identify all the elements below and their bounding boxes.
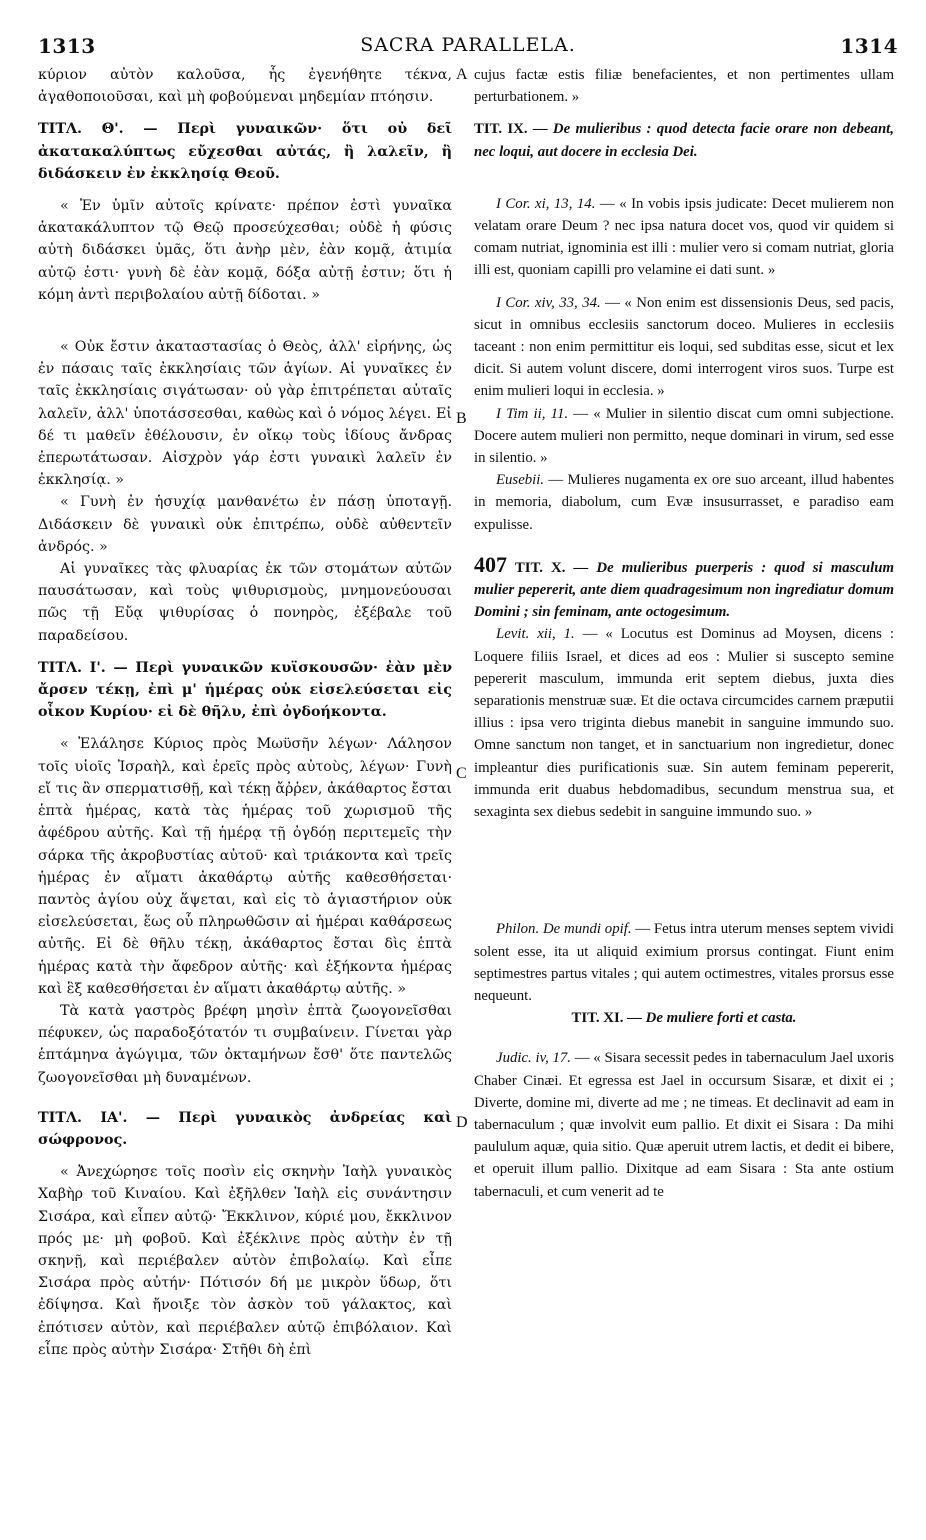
- title-text: — De muliere forti et casta.: [627, 1010, 797, 1027]
- citation: I Cor. xi, 13, 14.: [496, 195, 596, 212]
- greek-paragraph: Αἱ γυναῖκες τὰς φλυαρίας ἐκ τῶν στομάτων αὐτῶν παυσάτωσαν, καὶ τοὺς ψιθυρισμοὺς, μνημονεύουσαι πῶς τῇ Εὔᾳ ψιθυρίσας ὁ πονηρὸς, ἐξέβαλε τοῦ παραδείσου.: [38, 561, 452, 644]
- latin-paragraph: cujus factæ estis filiæ benefacientes, et non pertimentes ullam perturbationem. »: [474, 67, 894, 106]
- citation: Levit. xii, 1.: [496, 626, 575, 643]
- citation: Eusebii.: [496, 472, 545, 489]
- latin-paragraph: [474, 1047, 894, 1202]
- quote-text: — « Sisara secessit pedes in tabernaculum Jael uxoris Chaber Cinæi. Et egressa est Jael in occursum Sisaræ, et dixit ei ; Diverte, domine mi, diverte ad me ; ne timeas. Et declinavit ad eam in tabernaculum ; quæ involvit eum pallio. Et dixit ei Sisara : Da mihi paululum aquæ, quia sitio. Quæ aperuit utrem lactis, et dedit ei bibere, et operuit illum pallio. Dixitque ad eam Sisara : Sta ante ostium tabernaculi, et cum venerit ad te: [474, 1050, 894, 1200]
- quote-text: — « Mulier in silentio discat cum omni subjectione. Docere autem mulieri non permitto, neque dominari in virum, sed esse in silentio. »: [474, 405, 894, 467]
- page-number-right: 1314: [840, 34, 898, 58]
- latin-paragraph: [474, 623, 894, 823]
- greek-paragraph: « Οὐκ ἔστιν ἀκαταστασίας ὁ Θεὸς, ἀλλ' εἰρήνης, ὡς ἐν πάσαις ταῖς ἐκκλησίαις τῶν ἁγίων. Αἱ γυναῖκες ἐν ταῖς ἐκκλησίαις σιγάτωσαν· οὐ γὰρ ἐπιτρέπεται αὐταῖς λαλεῖν, ἀλλ' ὑποτάσσεσθαι, καθὼς καὶ ὁ νόμος λέγει. Εἰ δέ τι μαθεῖν ἐθέλουσιν, ἐν οἴκῳ τοὺς ἰδίους ἄνδρας ἐπερωτάτωσαν. Αἰσχρὸν γάρ ἐστι γυναικὶ λαλεῖν ἐν ἐκκλησίᾳ. »: [38, 339, 452, 489]
- margin-marker-b: B: [456, 410, 467, 427]
- greek-paragraph: « Ἐλάλησε Κύριος πρὸς Μωϋσῆν λέγων· Λάλησον τοῖς υἱοῖς Ἰσραὴλ, καὶ ἐρεῖς πρὸς αὐτοὺς, λέγων· Γυνὴ εἴ τις ἂν σπερματισθῇ, καὶ τέκῃ ἄῤῥεν, ἀκάθαρτος ἔσται ἑπτὰ ἡμέρας, κατὰ τὰς ἡμέρας τοῦ χωρισμοῦ τῆς ἀφέδρου αὐτῆς. Καὶ τῇ ἡμέρᾳ τῇ ὀγδόῃ περιτεμεῖς τὴν σάρκα τῆς ἀκροβυστίας αὐτοῦ· καὶ τριάκοντα καὶ τρεῖς ἡμέρας ἐν αἵματι ἀκαθάρτῳ αὐτῆς καθεσθήσεται· παντὸς ἁγίου οὐχ ἅψεται, καὶ εἰς τὸ ἁγιαστήριον οὐκ εἰσελεύσεται, ἕως οὗ πληρωθῶσιν αἱ ἡμέραι καθάρσεως αὐτῆς. Εἰ δὲ θῆλυ τέκῃ, ἀκάθαρτος ἔσται δὶς ἑπτὰ ἡμέρας κατὰ τὴν ἄφεδρον αὐτῆς· καὶ ἑξήκοντα ἡμέρας καὶ ἓξ καθεσθήσεται ἐν αἵματι ἀκαθάρτῳ αὐτῆς. »: [38, 736, 452, 997]
- margin-marker-c: C: [456, 765, 467, 782]
- latin-paragraph: [474, 193, 894, 282]
- latin-title-9: [474, 118, 894, 162]
- title-text: — De mulieribus : quod detecta facie orare non debeant, nec loqui, aut docere in ecclesia Dei.: [474, 121, 894, 160]
- latin-title-10: [474, 551, 895, 624]
- greek-title-11: ΤΙΤΛ. ΙΑ'. — Περὶ γυναικὸς ἀνδρείας καὶ σώφρονος.: [38, 1109, 452, 1148]
- citation: I Tim ii, 11.: [496, 405, 569, 422]
- greek-paragraph: « Ἐν ὑμῖν αὐτοῖς κρίνατε· πρέπον ἐστὶ γυναῖκα ἀκατακάλυπτον τῷ Θεῷ προσεύχεσθαι; οὐδὲ ἡ φύσις αὐτὴ διδάσκει ὑμᾶς, ὅτι ἀνὴρ μὲν, ἐὰν κομᾷ, ἀτιμία αὐτῷ ἐστι· γυνὴ δὲ ἐὰν κομᾷ, δόξα αὐτῇ ἐστιν; ὅτι ἡ κόμη ἀντὶ περιβολαίου αὐτῇ δίδοται. »: [38, 198, 452, 303]
- title-text: — De mulieribus puerperis : quod si masculum mulier pepererit, ante diem quadragesimum non ingrediatur domum Domini ; sin feminam, ante octogesimum.: [474, 559, 895, 621]
- margin-marker-d: D: [456, 1114, 468, 1131]
- citation: Judic. iv, 17.: [496, 1050, 572, 1067]
- page-header: [38, 34, 898, 64]
- title-label: TIT. XI.: [571, 1010, 624, 1027]
- margin-marker-a: A: [456, 66, 468, 83]
- title-label: TIT. X.: [514, 559, 566, 576]
- latin-paragraph: [474, 469, 894, 536]
- greek-paragraph: « Ἀνεχώρησε τοῖς ποσὶν εἰς σκηνὴν Ἰαὴλ γυναικὸς Χαβὴρ τοῦ Κιναίου. Καὶ ἐξῆλθεν Ἰαὴλ εἰς συνάντησιν Σισάρα, καὶ εἶπεν αὐτῷ· Ἔκκλινον, κύριέ μου, ἔκκλινον πρός με· μὴ φοβοῦ. Καὶ ἐξέκλινε πρὸς αὐτὴν ἐν τῇ σκηνῇ, καὶ περιέβαλεν αὐτὸν ἐπιβολαίῳ. Καὶ εἶπε Σισάρα πρὸς αὐτήν· Πότισόν δή με μικρὸν ὕδωρ, ὅτι ἐδίψησα. Καὶ ἤνοιξε τὸν ἀσκὸν τοῦ γάλακτος, καὶ ἐπότισεν αὐτὸν, καὶ περιέβαλεν αὐτῷ ἐπιβόλαιον. Καὶ εἶπε πρὸς αὐτὴν Σισάρα· Στῆθι δὴ ἐπὶ: [38, 1164, 452, 1358]
- greek-column: [38, 64, 452, 1361]
- greek-paragraph: Τὰ κατὰ γαστρὸς βρέφη μησὶν ἑπτὰ ζωογονεῖσθαι πέφυκεν, ὡς παραδοξότατόν τι συμβαίνειν. Γίνεται γὰρ ἑπτάμηνα ἀγώγιμα, τῶν ὀκταμήνων ἔσθ' ὅτε παντελῶς ζωογονεῖσθαι μὴ δυναμένων.: [38, 1002, 452, 1086]
- latin-paragraph: [474, 918, 894, 1007]
- quote-text: — « Non enim est dissensionis Deus, sed pacis, sicut in omnibus ecclesiis sanctorum doceo. Mulieres in ecclesiis taceant : non enim permittitur eis loqui, sed subditas esse, sicut et lex dicit. Si autem volunt discere, domi interrogent viros suos. Turpe est enim mulieri loqui in ecclesia. »: [474, 294, 894, 400]
- greek-paragraph: κύριον αὐτὸν καλοῦσα, ἧς ἐγενήθητε τέκνα, ἀγαθοποιοῦσαι, καὶ μὴ φοβούμεναι μηδεμίαν πτόησιν.: [38, 67, 452, 106]
- citation: Philon. De mundi opif.: [496, 921, 632, 938]
- citation: I Cor. xiv, 33, 34.: [496, 294, 601, 311]
- latin-column: [474, 64, 894, 1203]
- running-title: SACRA PARALLELA.: [360, 34, 576, 56]
- quote-text: — « Locutus est Dominus ad Moysen, dicens : Loquere filiis Israel, et dices ad eos : Mulier si suscepto semine pepererit masculum, immunda erit septem diebus, juxta dies separationis menstruæ suæ. Et die octava circumcides carnem præputii illius : ipsa vero triginta diebus manebit in sanguine immundo suo. Omne sanctum non tanget, et in sanctuarium non ingredietur, donec impleantur dies purificationis suæ. Sin autem feminam pepererit, immunda erit duabus hebdomadibus, secundum menstrua sua, et sexaginta sex diebus sedebit in sanguine immundo suo. »: [474, 626, 894, 821]
- page-number-left: 1313: [38, 34, 96, 58]
- greek-title-9: ΤΙΤΛ. Θ'. — Περὶ γυναικῶν· ὅτι οὐ δεῖ ἀκατακαλύπτως εὔχεσθαι αὐτάς, ἢ λαλεῖν, ἢ διδάσκειν ἐν ἐκκλησίᾳ Θεοῦ.: [38, 121, 452, 182]
- quote-text: — « In vobis ipsis judicate: Decet mulierem non velatam orare Deum ? nec ipsa natura docet vos, quod vir quidem si comam nutriat, ignominia est illi : mulier vero si comam nutriat, gloria illi est, quoniam capilli pro velamine ei dati sunt. »: [474, 195, 895, 279]
- latin-paragraph: [474, 403, 894, 470]
- title-label: TIT. IX.: [474, 121, 528, 138]
- latin-paragraph: [474, 292, 894, 403]
- greek-paragraph: « Γυνὴ ἐν ἡσυχίᾳ μανθανέτω ἐν πάσῃ ὑποταγῇ. Διδάσκειν δὲ γυναικὶ οὐκ ἐπιτρέπω, οὐδὲ αὐθεντεῖν ἀνδρός. »: [38, 494, 452, 555]
- quote-text: — Mulieres nugamenta ex ore suo arceant, illud habentes in memoria, diabolum, cum Evæ insusurrasset, e paradiso eam expulisse.: [474, 472, 895, 533]
- quote-text: — Fetus intra uterum menses septem vividi solent esse, ita ut aliquid eximium prorsus contingat. Fiunt enim septimestres partus vitales ; qui autem octimestres, vitales prorsus esse nequeunt.: [474, 921, 895, 1004]
- latin-title-11: [474, 1007, 894, 1029]
- section-number: 407: [474, 551, 507, 577]
- greek-title-10: ΤΙΤΛ. Ι'. — Περὶ γυναικῶν κυϊσκουσῶν· ἐὰν μὲν ἄρσεν τέκῃ, ἐπὶ μ' ἡμέρας οὐκ εἰσελεύσεται εἰς οἶκον Κυρίου· εἰ δὲ θῆλυ, ἐπὶ ὀγδοήκοντα.: [38, 659, 452, 721]
